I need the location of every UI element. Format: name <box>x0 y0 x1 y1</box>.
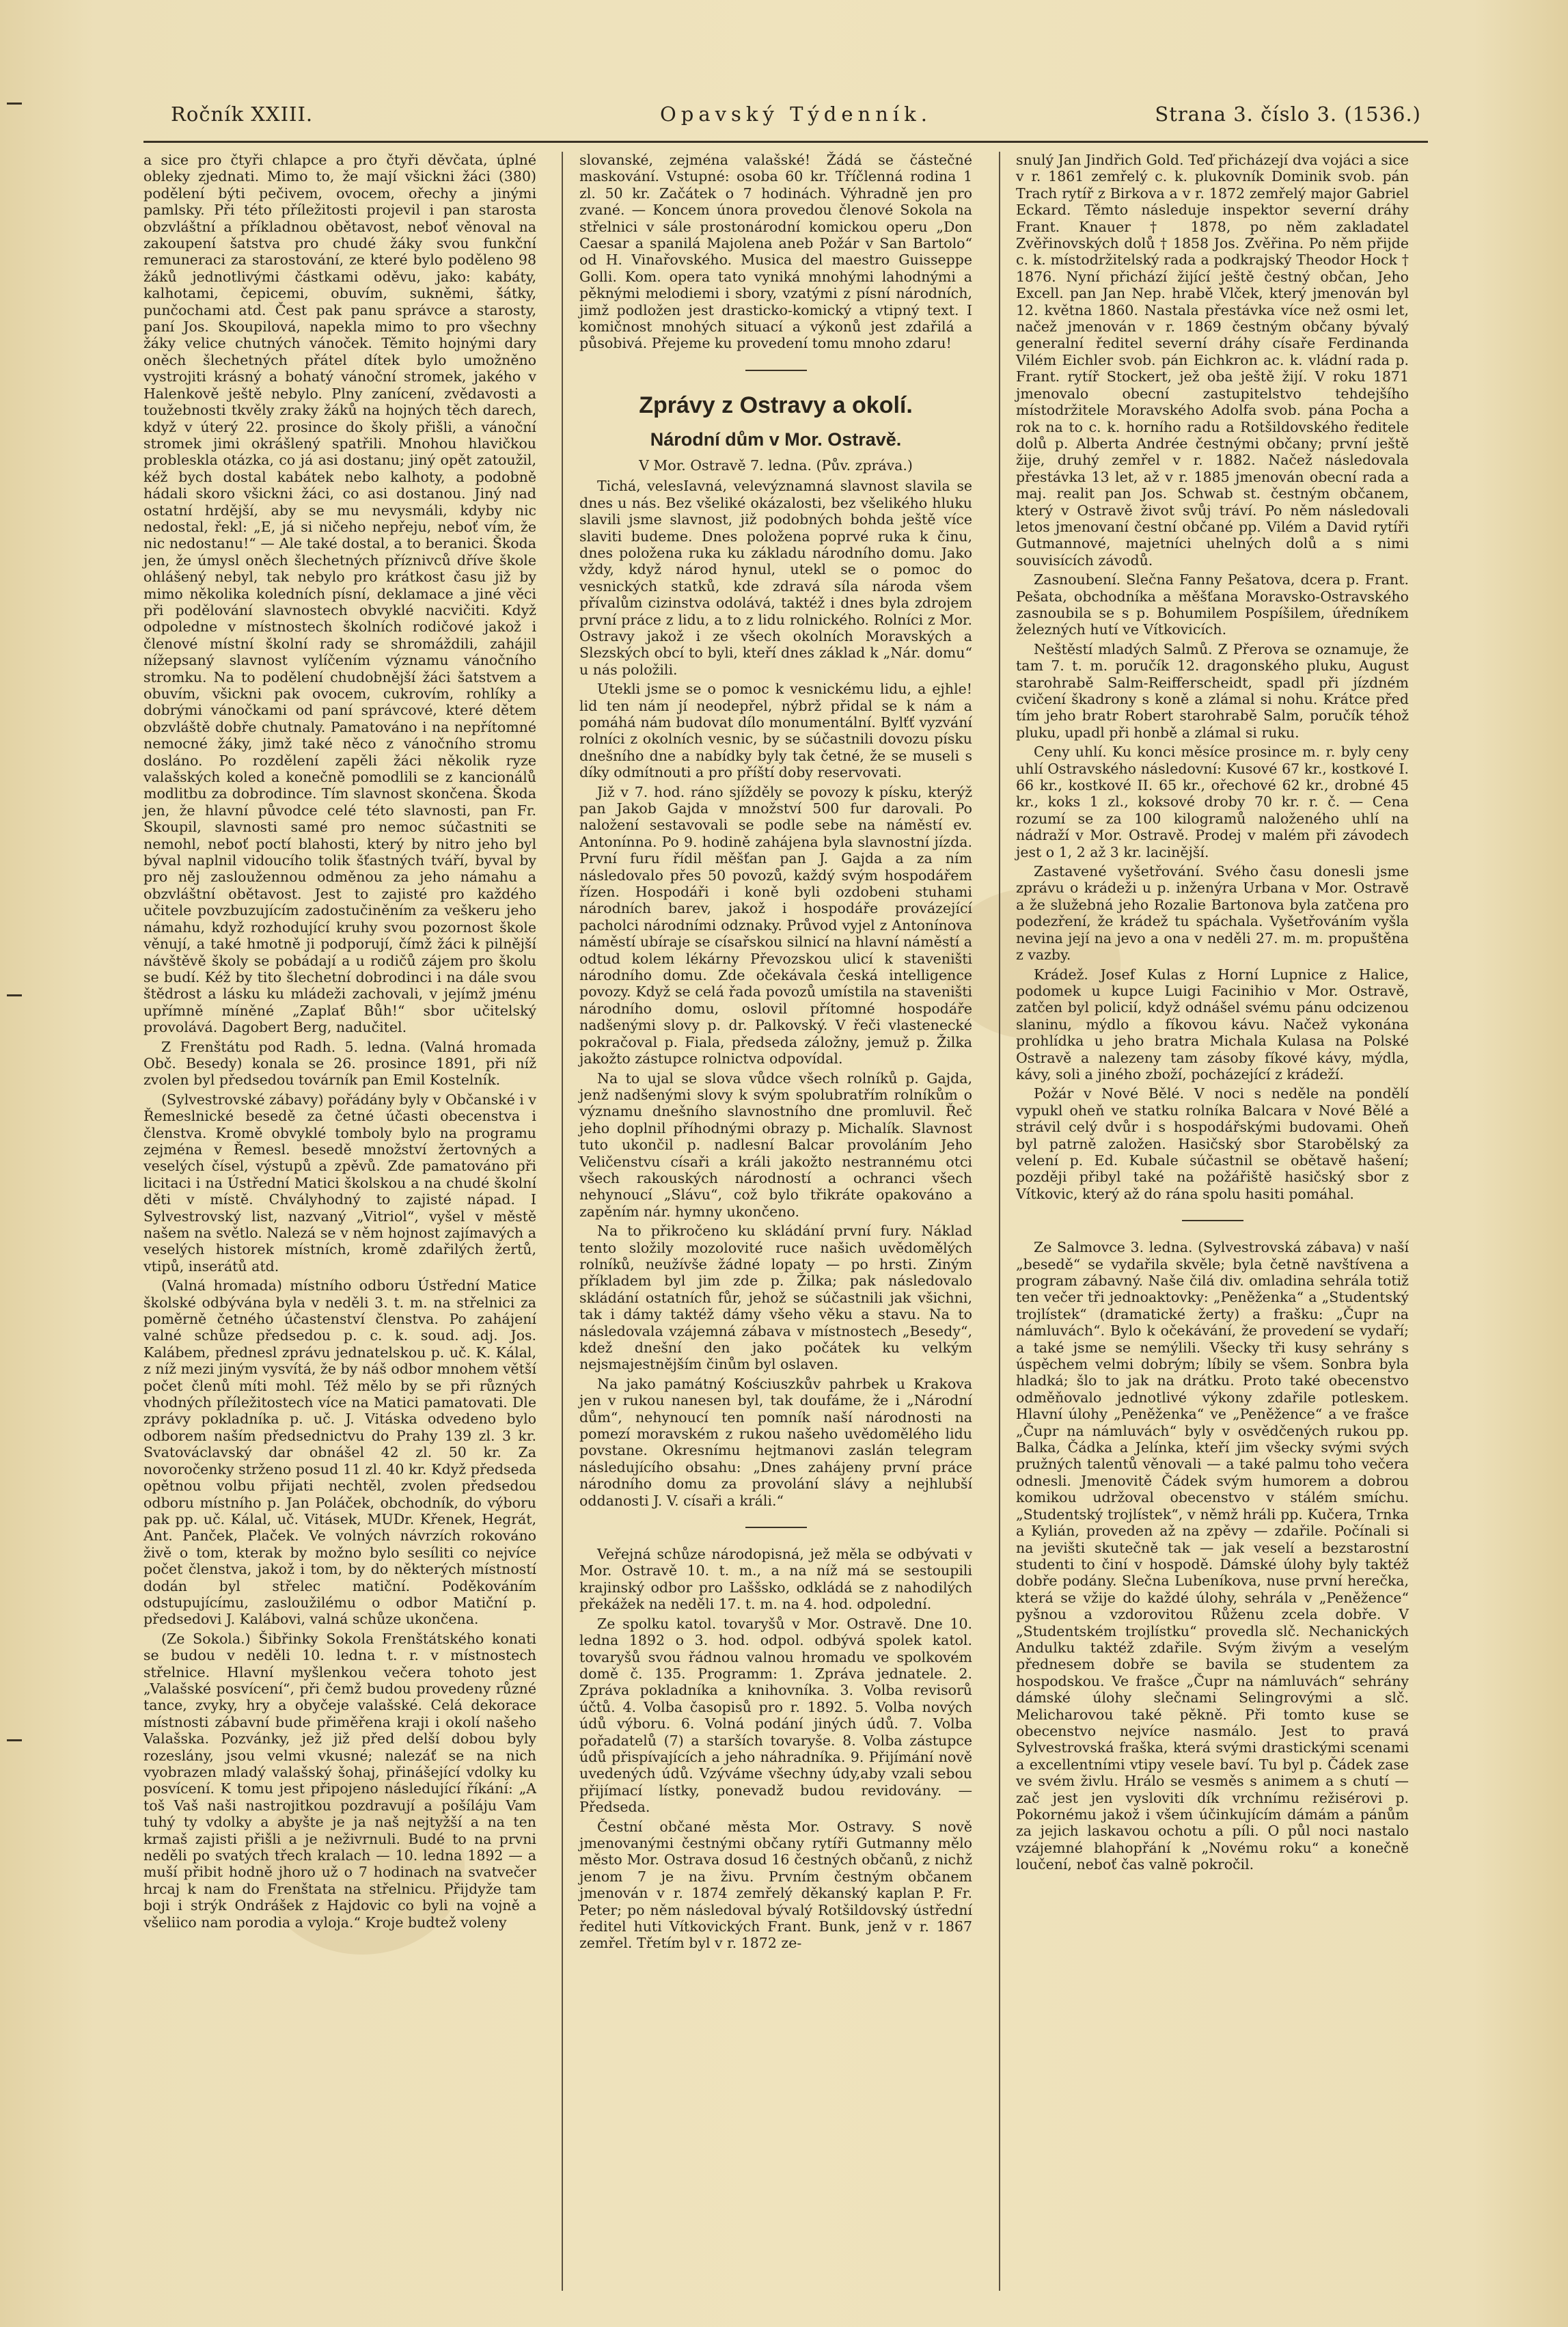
article-paragraph: Zastavené vyšetřování. Svého času donesli jsme zprávu o krádeži u p. inženýra Urbana v Mor. Ostravě a že služebná jeho Rozalie Bartonova byla zatčena pro podezření, že krádež tu spáchala. Vyšetřováním vyšla nevina její na jevo a ona v neděli 27. m. m. propuštěna z vazby. <box>1016 863 1409 964</box>
column-2 <box>579 152 972 1955</box>
article-paragraph: Tichá, velesIavná, velevýznamná slavnost slavila se dnes u nás. Bez všeliké okázalosti, bez všelikého hluku slavili jsme slavnost, již podobných bohda ještě více slaviti budeme. Dnes položena poprvé ruka k činu, dnes položena ruka ku základu národního domu. Jako vždy, když národ hynul, utekl se o pomoc do vesnických statků, kde zdravá síla národa všem přívalům cizinstva odolává, taktéž i dnes byla zdrojem první práce z lidu, a to z lidu rolnického. Rolníci z Mor. Ostravy jakož i ze všech okolních Moravských a Slezských obcí to byli, kteří dnes základ k „Nár. domu“ u nás položili. <box>579 478 972 678</box>
page-header <box>171 103 1421 137</box>
section-divider <box>745 370 807 371</box>
article-paragraph: Ze spolku katol. tovaryšů v Mor. Ostravě. Dne 10. ledna 1892 o 3. hod. odpol. odbývá spolek katol. tovaryšů svou řádnou valnou hromadu ve spolkovém domě č. 135. Programm: 1. Zpráva jednatele. 2. Zpráva pokladníka a knihovníka. 3. Volba revisorů účtů. 4. Volba časopisů pro r. 1892. 5. Volba nových údů výboru. 6. Volná podání jiných údů. 7. Volba pořadatelů (7) a starších tovaryše. 8. Volba zástupce údů přispívajících a jeho náhradníka. 9. Přijímání nově uvedených údů. Vzýváme všechny údy,aby vzali sebou přijímací lístky, ponevadž budou revidovány. — Předseda. <box>579 1615 972 1816</box>
section-title: Zprávy z Ostravy a okolí. <box>639 392 913 418</box>
page-info: Strana 3. číslo 3. (1536.) <box>1155 103 1421 126</box>
article-paragraph: Ceny uhlí. Ku konci měsíce prosince m. r. byly ceny uhlí Ostravského následovní: Kusové 67 kr., kostkové I. 66 kr., kostkové II. 65 kr., ořechové 62 kr., drobné 45 kr., koks 1 zl., koksové droby 70 kr. r. č. — Cena rozumí se za 100 kilogramů naloženého uhlí na nádraží v Mor. Ostravě. Prodej v malém při závodech jest o 1, 2 až 3 kr. lacinější. <box>1016 744 1409 860</box>
article-paragraph: Krádež. Josef Kulas z Horní Lupnice z Halice, podomek u kupce Luigi Facinihio v Mor. Ostravě, zatčen byl policií, když odnášel svému pánu odcizenou slaninu, mýdlo a fíkovou kávu. Načež vykonána prohlídka u jeho bratra Michala Kulasa na Polské Ostravě a nalezeny tam zásoby fíkové kávy, mýdla, kávy, soli a jiného zboží, pocházející z krádeží. <box>1016 966 1409 1083</box>
article-paragraph: (Sylvestrovské zábavy) pořádány byly v Občanské i v Řemeslnické besedě za četné účasti obecenstva i členstva. Kromě obvyklé tomboly bylo na programu zejména v Řemesl. besedě množství žertovných a veselých čísel, výstupů a zpěvů. Zde pamatováno při licitaci i na Ústřední Matici školskou a na chudé školní děti v místě. Chvályhodný to zajisté nápad. I Sylvestrovský list, nazvaný „Vitriol“, vyšel v městě našem na světlo. Nalezá se v něm hojnost zajímavých a veselých historek místních, kromě zdařilých žertů, vtipů, inserátů atd. <box>143 1091 536 1275</box>
article-paragraph: Z Frenštátu pod Radh. 5. ledna. (Valná hromada Obč. Besedy) konala se 26. prosince 1891, při níž zvolen byl předsedou továrník pan Emil Kostelník. <box>143 1038 536 1089</box>
article-paragraph: (Ze Sokola.) Šibřinky Sokola Frenštátského konati se budou v neděli 10. ledna t. r. v místnostech střelnice. Hlavní myšlenkou večera tohoto jest „Valašské posvícení“, při čemž budou provedeny různé tance, zvyky, hry a obyčeje valašské. Celá dekorace místnosti zábavní bude přiměřena kraji i okolí našeho Valašska. Pozvánky, jež již před delší dobou byly rozeslány, jsou velmi vkusné; nalezáť se na nich vyobrazen mladý valašský šohaj, přinášející vdolky ku posvícení. K tomu jest připojeno následující říkání: „A toš Vaš naši nastrojitkou pozdravují a pošíláju Vam tuhý ty vdolky a abyšte je ja naš nejtyžší a na ten krmaš zajisti přišli a je neživrnuli. Budé to na prvni neděli po svatých třech kralach — 10. ledna 1892 — a muší přibit hodně jhoro už o 7 hodinach na svatvečer hrcaj k nam do Frenštata na střelnicu. Přijdyže tam boji i strýk Ondrášek z Hajdovic co byli na vojně a všeliico nam porodia a vyloja.“ Kroje budtež voleny <box>143 1630 536 1931</box>
article-paragraph: snulý Jan Jindřich Gold. Teď přicházejí dva vojáci a sice v r. 1861 zemřelý c. k. plukovník Dominik svob. pán Trach rytíř z Birkova a v r. 1872 zemřelý major Gabriel Eckard. Těmto následuje inspektor severní dráhy Frant. Knauer † 1878, po něm zakladatel Zvěřinovských dolů † 1858 Jos. Zvěřina. Po něm přijde c. k. místodržitelský rada a podkrajský Theodor Hock † 1876. Nyní přichází žijící ještě čestný občan, Jeho Excell. pan Jan Nep. hrabě Vlček, který jmenován byl 12. května 1860. Nastala přestávka více než osmi let, načež jmenován v r. 1869 čestným občany bývalý generalní ředitel severní dráhy císaře Ferdinanda Vilém Eichler svob. pán Eichkron ac. k. vládní rada p. Frant. rytíř Stockert, jež oba ještě žijí. V roku 1871 jmenovalo obecní zastupitelstvo tehdejšího místodržitele Moravského Adolfa svob. pána Pocha a rok na to c. k. horního radu a Rotšildovského ředitele dolů p. Alberta Andrée čestnými občany; první ještě žije, druhý zemřel v r. 1882. Načež následovala přestávka 13 let, až v r. 1885 jmenován obecní rada a maj. realit pan Jos. Schwab st. čestným občanem, který v Ostravě život svůj tráví. Po něm následovali letos jmenovaní čestní občané pp. Vilém a David rytíři Gutmannové, majetníci uhelných dolů a s nimi souvisících závodů. <box>1016 152 1409 569</box>
article-paragraph: Veřejná schůze národopisná, jež měla se odbývati v Mor. Ostravě 10. t. m., a na níž má se sestoupili krajinský odbor pro Laššsko, odkládá se z nahodilých překážek na neděli 17. t. m. na 4. hod. odpolední. <box>579 1546 972 1613</box>
column-1 <box>143 152 536 1933</box>
margin-mark <box>7 994 22 996</box>
article-paragraph: (Valná hromada) místního odboru Ústřední Matice školské odbývána byla v neděli 3. t. m. na střelnici za poměrně četného účastenství členstva. Po zahájení valné schůze předsedou p. c. k. soud. adj. Jos. Kalábem, přednesl zprávu jednatelskou p. uč. K. Kálal, z níž mezi jiným vysvítá, že by náš odbor mnohem větší počet členů míti mohl. Též mělo by se při různých vhodných příležitostech více na Matici pamatovati. Dle zprávy pokladníka p. uč. J. Vitáska odvedeno bylo odborem naším předsednictvu do Prahy 139 zl. 3 kr. Svatováclavský dar obnášel 42 zl. 50 kr. Za novoročenky strženo posud 11 zl. 40 kr. Když předseda opětnou volbu přijati nechtěl, zvolen předsedou odboru místního p. Jan Poláček, obchodník, do výboru pak pp. uč. Kálal, uč. Vitásek, MUDr. Křenek, Hegrát, Ant. Panček, Plaček. Ve volných návrzích rokováno živě o tom, kterak by možno bylo sesíliti co nejvíce počet členstva, jakož i tom, by do některých místností dodán byl střelec matiční. Poděkováním odstupujícímu, zasloužilému o odbor Matiční p. předsedovi J. Kalábovi, valná schůze ukončena. <box>143 1277 536 1628</box>
article-paragraph: Požár v Nové Bělé. V noci s neděle na pondělí vypukl oheň ve statku rolníka Balcara v Nové Bělé a strávil celý dvůr i s hospodářskými budovami. Oheň byl patrně založen. Hasičský sbor Starobělský za velení p. Ed. Kubale súčastnil se obětavě hašení; později přibyl také na požářiště hasičský sbor z Vítkovic, který až do rána spolu hasiti pomáhal. <box>1016 1085 1409 1202</box>
article-paragraph: Ze Salmovce 3. ledna. (Sylvestrovská zábava) v naší „besedě“ se vydařila skvěle; byla četně navštívena a program zábavný. Naše čilá div. omladina sehrála totiž ten večer tři jednoaktovky: „Peněženka“ a „Studentský trojlístek“ (dramatické žerty) a frašku: „Čupr na námluvách“. Bylo k očekávání, že provedení se vydaří; a také jsme se nemýlili. Všecky tři kusy sehrány s úspěchem velmi dobrým; líbily se všem. Sonbra byla hladká; šlo to jak na drátku. Proto také obecenstvo odměňovalo jednotlivé výkony zdařile potleskem. Hlavní úlohy „Peněženka“ ve „Peněžence“ a ve frašce „Čupr na námluvách“ byly v osvědčených rukou pp. Balka, Čádka a Jelínka, kteří jim všecky svými svých pružných talentů věnovali — a také palmu toho večera odnesli. Jmenovitě Čádek svým humorem a dobrou komikou udržoval obecenstvo v stálém smíchu. „Studentský trojlístek“, v němž hráli pp. Kučera, Trnka a Kylián, proveden až na zpěvy — zdařile. Počínali si na jevišti skutečně tak — jak veselí a bezstarostní studenti to činí v hospodě. Dámské úlohy byly taktéž dobře podány. Slečna Lubeníkova, nuse první herečka, která se vžije do každé úlohy, sehrála v „Peněžence“ pyšnou a vzdorovitou Růženu zcela dobře. V „Studentském trojlístku“ provedla slč. Nechanických Andulku taktéž zdařile. Svým živým a veselým přednesem dobře se bavila se studentem za hospodskou. Ve frašce „Čupr na námluvách“ sehrány dámské úlohy slečnami Selingrovými a slč. Melicharovou také pěkně. Při tomto kuse se obecenstvo nejvíce nasmálo. Jest to pravá Sylvestrovská fraška, která svými drastickými scenami a excellentními vtipy vesele baví. Tu byl p. Čádek zase ve svém živlu. Hrálo se vesměs s animem a s chutí — zač jest jen vysloviti dík vrchnímu režisérovi p. Pokornému jakož i všem účinkujícím dámám a pánům za jejich laskavou ochotu a píli. O půl noci nastalo vzájemné blahopřání k „Novému roku“ a konečně loučení, neboť čas valně pokročil. <box>1016 1239 1409 1873</box>
margin-mark <box>7 103 22 105</box>
newspaper-title: Opavský Týdenník. <box>660 103 932 126</box>
column-divider <box>562 152 563 2291</box>
header-rule <box>143 141 1428 143</box>
column-divider <box>999 152 1000 2291</box>
section-divider <box>745 1527 807 1528</box>
article-paragraph: Již v 7. hod. ráno sjížděly se povozy k písku, kterýž pan Jakob Gajda v množství 500 fur darovali. Po naložení sestavovali se podle sebe na náměstí ev. Antonínna. Po 9. hodině zahájena byla slavnostní jízda. První furu řídil měšťan pan J. Gajda a za ním následovalo přes 50 povozů, každý svým hospodářem řízen. Hospodáři i koně byli ozdobeni stuhami národních barev, jakož i hospodáře provázející pacholci národními odznaky. Průvod vyjel z Antonínova náměstí ubíraje se císařskou silnicí na hlavní náměstí a odtud kolem lékárny Převozskou ulicí k staveništi národního domu. Zde očekávala česká intelligence povozy. Když se celá řada povozů umístila na staveništi národního domu, oslovil přítomné hospodáře nadšenými slovy p. dr. Palkovský. V řeči vlastenecké pokračoval p. Fiala, předseda záložny, jemuž p. Žilka jakožto zástupce rolnictva odpovídal. <box>579 783 972 1067</box>
article-paragraph: a sice pro čtyři chlapce a pro čtyři děvčata, úplné obleky zjednati. Mimo to, že mají všickni žáci (380) podělení býti pečivem, ovocem, ořechy a jinými pamlsky. Při této příležitosti projevil i pan starosta obzvláštní a příkladnou obětavost, neboť věnoval na zakoupení šatstva pro chudé žáky svou funkční remuneraci za starostování, ze které bylo poděleno 98 žáků jednotlivými částkami oděvu, jako: kabáty, kalhotami, čepicemi, obuvím, sukněmi, šátky, punčochami atd. Čest pak panu správce a starosty, paní Jos. Skoupilová, napekla mimo to pro všechny žáky velice chutných vánoček. Těmito hojnými dary oněch šlechetných přátel dítek bylo umožněno vystrojiti krásný a bohatý vánoční stromek, jakého v Halenkově ještě nebylo. Plny zanícení, zvědavosti a toužebnosti tkvěly zraky žáků na hojných těch darech, když v úterý 22. prosince do školy přišli, a vánoční stromek jimi okrášlený spatřili. Mnohou hlavičkou probleskla otázka, co já asi dostanu; jiný opět zatoužil, kéž bych dostal kabátek nebo kalhoty, a podobně hádali skoro všickni žáci, co asi dostanou. Jiný nad ostatní hrdější, aby se mu nevysmáli, kdyby nic nedostal, řekl: „E, já si ničeho nepřeju, neboť vím, že nic nedostanu!“ — Ale také dostal, a to beranici. Škoda jen, že úmysl oněch šlechetných příznivců dříve škole ohlášený nebyl, tak nebylo pro krátkost času již by mimo několika koledních písní, deklamace a jiné věci při podělování slavnostech obvyklé nacvičiti. Když odpoledne v místnostech školních rodičové jakož i členové místní školní rady se shromáždili, zahájil nížepsaný slavnost vylíčením významu vánočního stromku. Na to podělení chudobnější žáci šatstvem a obuvím, všickni pak ovocem, cukrovím, rohlíky a dobrými vánočkami od paní správcové, které dětem obzvláště dobře chutnaly. Pamatováno i na nepřítomné nemocné žáky, jimž také něco z vánočního stromu dosláno. Po rozdělení zapěli žáci několik ryze valašských koled a konečně pomodlili se z kancionálů modlitbu za dobrodince. Tím slavnost skončena. Škoda jen, že hlavní původce celé této slavnosti, pan Fr. Skoupil, slavnosti samé pro nemoc súčastniti se nemohl, neboť poctí blahosti, který by nitro jeho byl býval naplnil vidoucího tolik šťastných tváří, byval by pro něj zasloužennou odměnou za jeho námahu a obzvláštní obětavost. Jest to zajisté pro každého učitele povzbuzujícím zadostučiněním za veškeru jeho námahu, když rozhodující kruhy svou pozornost škole věnují, a také hmotně ji podporují, čímž žáci k pilnější návštěvě školy se pobádají a u rodičů zájem pro školu se budí. Kéž by tito šlechetní dobrodinci i na dále svou štědrost a lásku ku mládeži zachovali, v jejímž jménu upřímně míněné „Zaplať Bůh!“ sbor učitelský provolává. Dagobert Berg, nadučitel. <box>143 152 536 1036</box>
section-divider <box>1182 1220 1243 1221</box>
article-paragraph: Čestní občané města Mor. Ostravy. S nově jmenovanými čestnými občany rytíři Gutmanny mělo město Mor. Ostrava dosud 16 čestných občanů, z nichž jenom 7 je na živu. Prvním čestným občanem jmenován v r. 1874 zemřelý děkanský kaplan P. Fr. Peter; po něm následoval bývalý Rotšildovský ústřední ředitel huti Vítkovických Frant. Bunk, jenž v r. 1867 zemřel. Třetím byl v r. 1872 ze- <box>579 1818 972 1952</box>
article-paragraph: Zasnoubení. Slečna Fanny Pešatova, dcera p. Frant. Pešata, obchodníka a měšťana Moravsko-Ostravského zasnoubila se s p. Bohumilem Pospíšilem, úředníkem železných hutí ve Vítkovicích. <box>1016 571 1409 638</box>
column-3 <box>1016 152 1409 1876</box>
dateline: V Mor. Ostravě 7. ledna. (Pův. zpráva.) <box>639 457 913 474</box>
volume-label: Ročník XXIII. <box>171 103 314 126</box>
article-paragraph: Na to ujal se slova vůdce všech rolníků p. Gajda, jenž nadšenými slovy k svým spolubratřím rolníkům o významu dnešního slavnostního dne promluvil. Řeč jeho doplnil příhodnými obrazy p. Michalík. Slavnost tuto ukončil p. nadlesní Balcar provoláním Jeho Veličenstvu císaři a králi jakožto nestrannému otci všech rakouských národností a ochranci všech nehynoucí „Slávu“, což bylo třikráte opakováno a zapěním nár. hymny ukončeno. <box>579 1070 972 1220</box>
article-title: Národní dům v Mor. Ostravě. <box>650 428 902 450</box>
article-paragraph: slovanské, zejména valašské! Žádá se částečné maskování. Vstupné: osoba 60 kr. Tříčlenná rodina 1 zl. 50 kr. Začátek o 7 hodinách. Výhradně jen pro zvané. — Koncem února provedou členové Sokola na střelnici v sále prostonárodní komickou operu „Don Caesar a spanilá Majolena aneb Požár v San Bartolo“ od H. Vinařovského. Musica del maestro Guisseppe Golli. Kom. opera tato vyniká mnohými lahodnými a pěknými melodiemi i sbory, vzatými z písní národních, jimž podložen jest drasticko-komický a vtipný text. I komičnost mnohých situací a výkonů jest zdařilá a působivá. Přejeme ku provedení tomu mnoho zdaru! <box>579 152 972 352</box>
article-paragraph: Utekli jsme se o pomoc k vesnickému lidu, a ejhle! lid ten nám jí neodepřel, nýbrž přidal se k nám a pomáhá nám budovat dílo monumentální. Bylťť vyzvání rolníci z okolních vesnic, by se súčastnili dovozu písku dnešního dne a nabídky byly tak četné, že se museli s díky odmítnouti a pro příští doby reservovati. <box>579 681 972 781</box>
article-paragraph: Neštěstí mladých Salmů. Z Přerova se oznamuje, že tam 7. t. m. poručík 12. dragonského pluku, August starohrabě Salm-Reifferscheidt, spadl při jízdném cvičení škadrony s koně a zlámal si nohu. Krátce před tím jeho bratr Robert starohrabě Salm, poručík téhož pluku, upadl při honbě a zlámal si ruku. <box>1016 640 1409 741</box>
article-paragraph: Na to přikročeno ku skládání první fury. Náklad tento složily mozolovité ruce našich uvědomělých rolníků, neužívše žádné lopaty — po hrsti. Ziným příkladem byl jim zde p. Žilka; pak následovalo skládání ostatních fůr, jehož se súčastnili jak všichni, tak i dámy taktéž dámy všeho věku a stavu. Na to následovala vzájemná zábava v místnostech „Besedy“, kdež dnešní den jako počátek ku velkým nejsmajestnějším činům byl oslaven. <box>579 1223 972 1373</box>
margin-mark <box>7 1739 22 1741</box>
article-paragraph: Na jako památný Kościuszkův pahrbek u Krakova jen v rukou nanesen byl, tak doufáme, že i „Národní dům“, nehynoucí ten pomník naší národnosti na pomezí moravském z rukou našeho uvědomělého lidu povstane. Okresnímu hejtmanovi zaslán telegram následujícího obsahu: „Dnes zahájeny první práce národního domu za provolání slávy a nejhlubší oddanosti J. V. císaři a králi.“ <box>579 1375 972 1509</box>
